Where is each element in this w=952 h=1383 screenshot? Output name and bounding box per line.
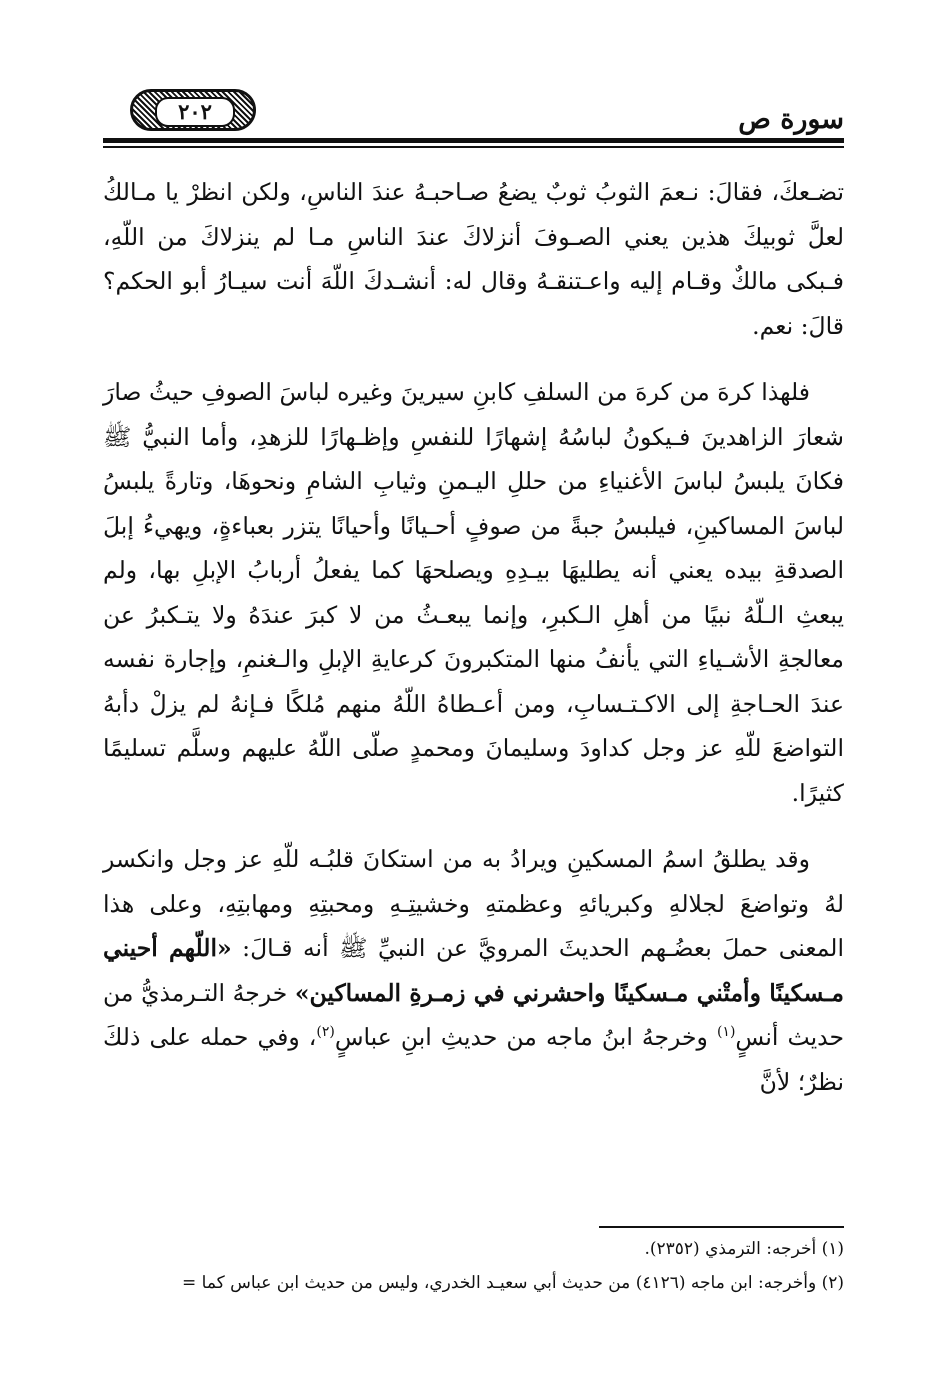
hadith-quote: «اللّهم أحيني مـسكينًا وأمتْني مـسكينًا واحشرني في زمـرةِ المساكين» [103,934,844,1007]
paragraph-3-text-d: ، وفي حمله على ذلكَ نظرٌ؛ لأنَّ [103,1023,844,1096]
body-text [103,170,844,1126]
footnote-ref-1: (١) [716,1024,736,1041]
header-rule-thin [103,146,844,148]
paragraph-2: فلهذا كرهَ من كرهَ من السلفِ كابنِ سيرينَ وغيره لباسَ الصوفِ حيثُ صارَ شعارَ الزاهدينَ فـيكونُ لباسُهُ إشهارًا للنفسِ وإظـهارًا للزهدِ، وأما النبيُّ ﷺ فكانَ يلبسُ لباسَ الأغنياءِ من حللِ اليـمنِ وثيابِ الشامِ ونحوهَا، وتارةً يلبسُ لباسَ المساكينِ، فيلبسُ جبةً من صوفٍ أحـيانًا وأحيانًا يتزر بعباءةٍ، ويهيءُ إبلَ الصدقةِ بيده يعني أنه يطليهَا بيـدِهِ ويصلحهَا كما يفعلُ أربابُ الإبلِ بها، ولم يبعثِ الـلّهُ نبيًا من أهلِ الـكبرِ، وإنما يبعـثُ من لا كبرَ عندَهُ ولا يتـكبرُ عن معالجةِ الأشـياءِ التي يأنفُ منها المتكبرونَ كرعايةِ الإبلِ والـغنمِ، وإجارة نفسه عندَ الحـاجةِ إلى الاكـتـسابِ، ومن أعـطاهُ اللّهُ منهم مُلكًا فـإنهُ لم يزلْ دأبهُ التواضعَ للّهِ عز وجل كداودَ وسليمانَ ومحمدٍ صلّى اللّهُ عليهم وسلَّم تسليمًا كثيرًا. [103,378,844,807]
header-rule-thick [103,138,844,143]
paragraph-3-text-a: وقد يطلقُ اسمُ المسكينِ ويرادُ به من استكانَ قلبُـه للّهِ عز وجل وانكسر لهُ وتواضعَ لجلالهِ وكبريائهِ وعظمتهِ وخشيتِـهِ ومحبتِهِ ومهابتِهِ، وعلى هذا المعنى حملَ بعضُـهم الحديثَ المرويَّ عن النبيِّ ﷺ أنه قـالَ: [103,845,844,962]
paragraph-3-text-c: وخرجهُ ابنُ ماجه من حديثِ ابنِ عباسٍ [334,1023,717,1051]
page-header [103,86,844,140]
page-number-badge [130,89,256,131]
footnote-separator [599,1226,844,1228]
paragraph-1: تضـعكَ، فقالَ: نـعمَ الثوبُ ثوبٌ يضعُ صـاحبـهُ عندَ الناسِ، ولكن انظرْ يا مـالكُ لعلَّ ثوبيكَ هذين يعني الصـوفَ أنزلاكَ عندَ الناسِ مـا لم ينزلاكَ من اللّهِ، فـبكى مالكٌ وقـام إليه واعـتنقـهُ وقال له: أنشـدكَ اللّهَ أنت سيـارُ أبو الحكم؟ قالَ: نعم. [103,178,844,340]
footnote-1: (١) أخرجه: الترمذي (٢٣٥٢). [644,1239,844,1259]
footnote-ref-2: (٢) [316,1024,335,1041]
footnotes [96,1232,844,1300]
page-number: ٢٠٢ [155,97,235,127]
paragraph-3-text-b: خرجهُ التـرمذيُّ من حديث أنسٍ [103,978,844,1051]
surah-title: سورة ص [738,104,844,135]
footnote-2: (٢) وأخرجه: ابن ماجه (٤١٢٦) من حديث أبي سعيـد الخدري، وليس من حديث ابن عباس كما = [182,1273,844,1293]
paragraph-3 [103,837,844,1104]
